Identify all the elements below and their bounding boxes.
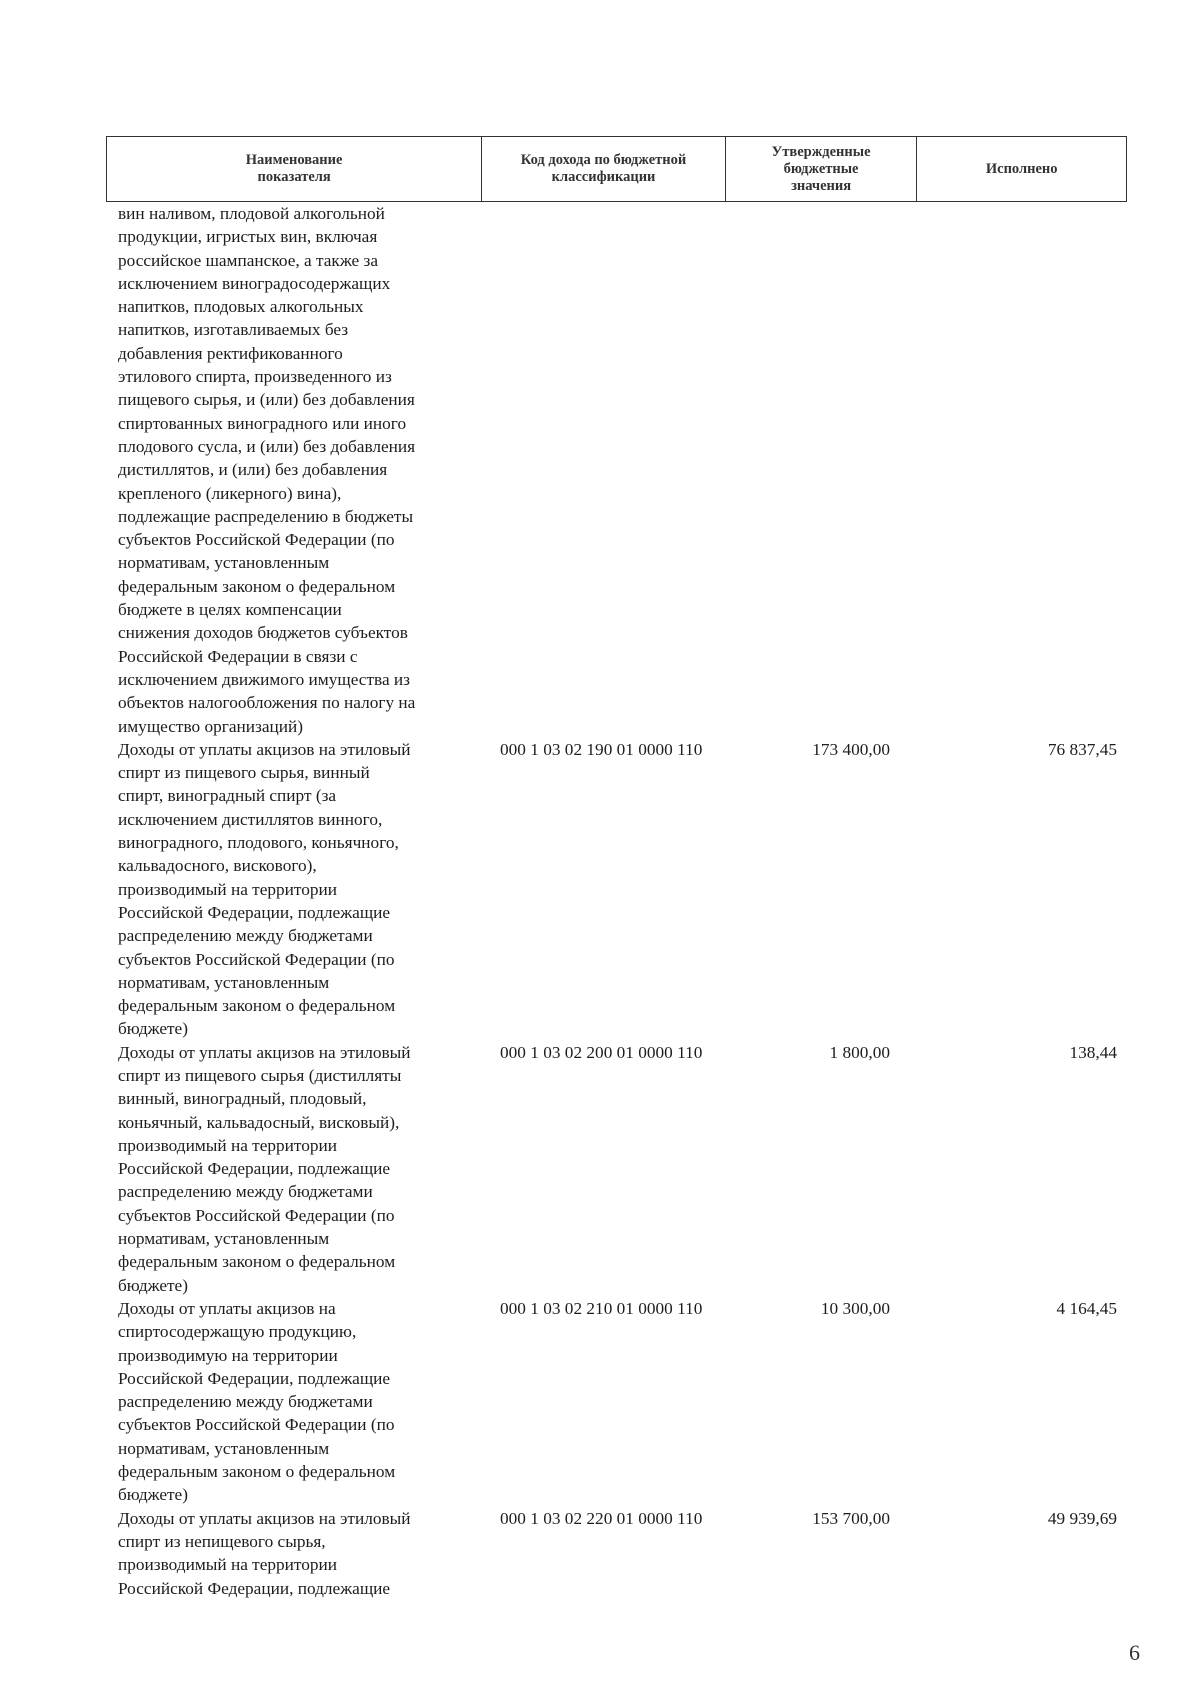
approved-value: 1 800,00 [829,1042,890,1062]
indicator-name: вин наливом, плодовой алкогольной продукции, игристых вин, включая российское шампанское, а также за исключением виноградосодержащих напитков, плодовых алкогольных напитков, изготавливаемых без добавления ректификованного этилового спирта, произведенного из пищевого сырья, и (или) без добавления спиртованных виноградного или иного плодового сусла, и (или) без добавления дистиллятов, и (или) без добавления крепленого (ликерного) вина), подлежащие распределению в бюджеты субъектов Российской Федерации (по нормативам, установленным федеральным законом о федеральном бюджете в целях компенсации снижения доходов бюджетов субъектов Российской Федерации в связи с исключением движимого имущества из объектов налогообложения по налогу на имущество организаций) [118,204,416,736]
indicator-name: Доходы от уплаты акцизов на этиловый спирт из непищевого сырья, производимый на территории Российской Федерации, подлежащие [118,1508,411,1598]
page-number: 6 [1129,1640,1140,1665]
approved-value: 153 700,00 [812,1508,890,1528]
table-row [106,738,1127,1041]
indicator-name: Доходы от уплаты акцизов на этиловый спирт из пищевого сырья (дистилляты винный, виноградный, плодовый, коньячный, кальвадосный, висковый), производимый на территории Российской Федерации, подлежащие распределению между бюджетами субъектов Российской Федерации (по нормативам, установленным федеральным законом о федеральном бюджете) [118,1042,411,1295]
income-code: 000 1 03 02 210 01 0000 110 [500,1298,703,1318]
table-body [106,202,1127,1600]
table-row [106,1041,1127,1297]
table-row [106,1297,1127,1507]
executed-value: 49 939,69 [1047,1508,1117,1528]
executed-value: 4 164,45 [1056,1298,1117,1318]
table-row [106,202,1127,738]
header-approved: Утвержденные бюджетные значения [726,137,918,201]
income-code: 000 1 03 02 190 01 0000 110 [500,739,703,759]
executed-value: 138,44 [1069,1042,1117,1062]
header-executed: Исполнено [985,160,1058,177]
indicator-name: Доходы от уплаты акцизов на этиловый спирт из пищевого сырья, винный спирт, виноградный спирт (за исключением дистиллятов винного, виноградного, плодового, коньячного, кальвадосного, вискового), производимый на территории Российской Федерации, подлежащие распределению между бюджетами субъектов Российской Федерации (по нормативам, установленным федеральным законом о федеральном бюджете) [118,739,411,1039]
header-name: Наименование показателя [107,137,482,201]
approved-value: 10 300,00 [820,1298,890,1318]
budget-table [106,136,1127,1600]
income-code: 000 1 03 02 220 01 0000 110 [500,1508,703,1528]
income-code: 000 1 03 02 200 01 0000 110 [500,1042,703,1062]
table-header [106,136,1127,202]
approved-value: 173 400,00 [812,739,890,759]
executed-value: 76 837,45 [1047,739,1117,759]
indicator-name: Доходы от уплаты акцизов на спиртосодержащую продукцию, производимую на территории Российской Федерации, подлежащие распределению между бюджетами субъектов Российской Федерации (по нормативам, установленным федеральным законом о федеральном бюджете) [118,1298,396,1505]
table-row [106,1507,1127,1600]
header-code: Код дохода по бюджетной классификации [482,137,726,201]
